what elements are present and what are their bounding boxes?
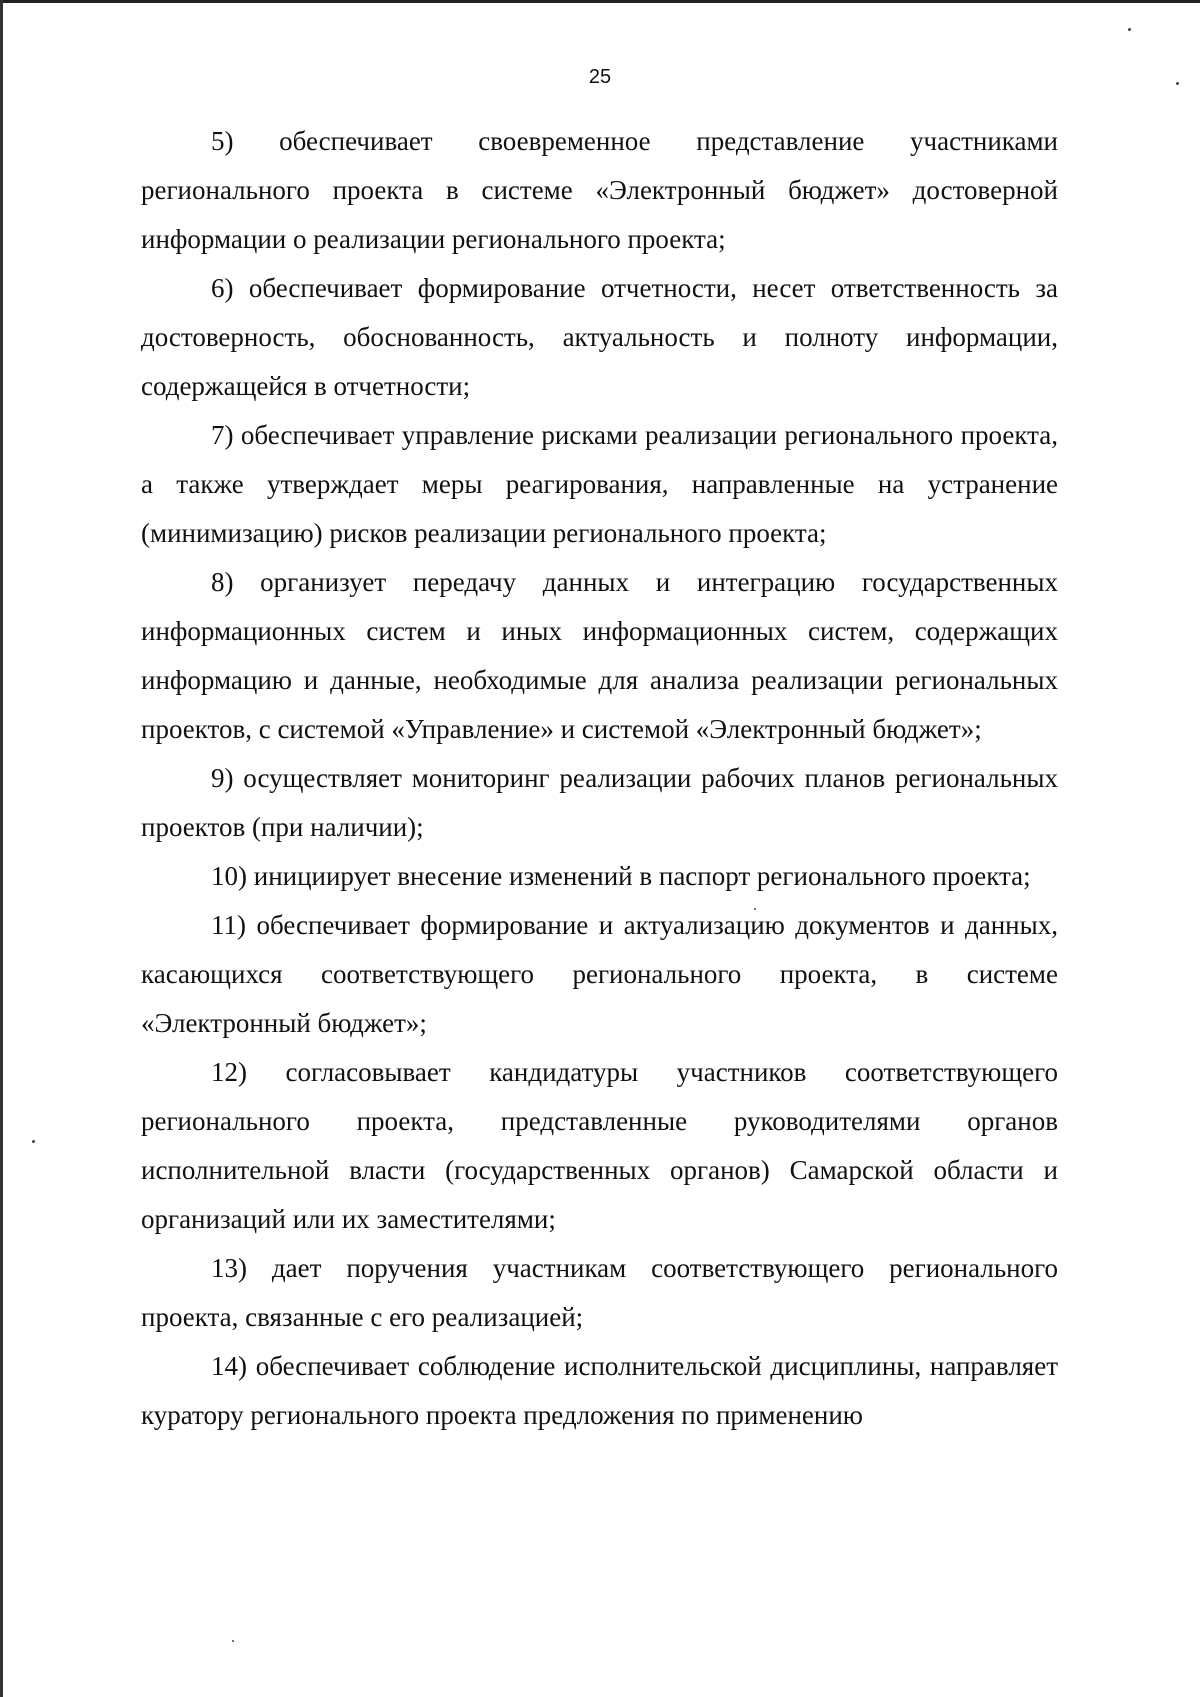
- document-body: [141, 117, 1058, 1440]
- paragraph-item-13: 13) дает поручения участникам соответствующего регионального проекта, связанные с его реализацией;: [141, 1253, 1058, 1332]
- page-number: 25: [588, 66, 612, 88]
- scan-speck: [32, 1140, 35, 1143]
- scan-speck: [754, 908, 756, 910]
- paragraph-item-12: 12) согласовывает кандидатуры участников соответствующего регионального проекта, представленные руководителями органов исполнительной власти (государственных органов) Самарской области и организаций или их заместителями;: [141, 1057, 1058, 1234]
- scan-speck: [232, 1640, 234, 1642]
- paragraph-item-7: 7) обеспечивает управление рисками реализации регионального проекта, а также утверждает меры реагирования, направленные на устранение (минимизацию) рисков реализации регионального проекта;: [141, 420, 1058, 548]
- paragraph-item-5: 5) обеспечивает своевременное представление участниками регионального проекта в системе «Электронный бюджет» достоверной информации о реализации регионального проекта;: [141, 126, 1058, 254]
- paragraph-item-6: 6) обеспечивает формирование отчетности, несет ответственность за достоверность, обоснованность, актуальность и полноту информации, содержащейся в отчетности;: [141, 273, 1058, 401]
- paragraph-item-10: 10) инициирует внесение изменений в паспорт регионального проекта;: [211, 861, 1031, 891]
- scan-speck: [1128, 28, 1131, 31]
- scan-edge-top: [0, 0, 1200, 3]
- paragraph-item-9: 9) осуществляет мониторинг реализации рабочих планов региональных проектов (при наличии);: [141, 763, 1058, 842]
- paragraph-item-11: 11) обеспечивает формирование и актуализацию документов и данных, касающихся соответствующего регионального проекта, в системе «Электронный бюджет»;: [141, 910, 1058, 1038]
- paragraph-item-14: 14) обеспечивает соблюдение исполнительской дисциплины, направляет куратору регионального проекта предложения по применению: [141, 1351, 1058, 1430]
- scan-speck: [1176, 82, 1179, 85]
- scan-edge-left: [0, 0, 3, 1697]
- paragraph-item-8: 8) организует передачу данных и интеграцию государственных информационных систем и иных информационных систем, содержащих информацию и данные, необходимые для анализа реализации региональных проектов, с системой «Управление» и системой «Электронный бюджет»;: [141, 567, 1058, 744]
